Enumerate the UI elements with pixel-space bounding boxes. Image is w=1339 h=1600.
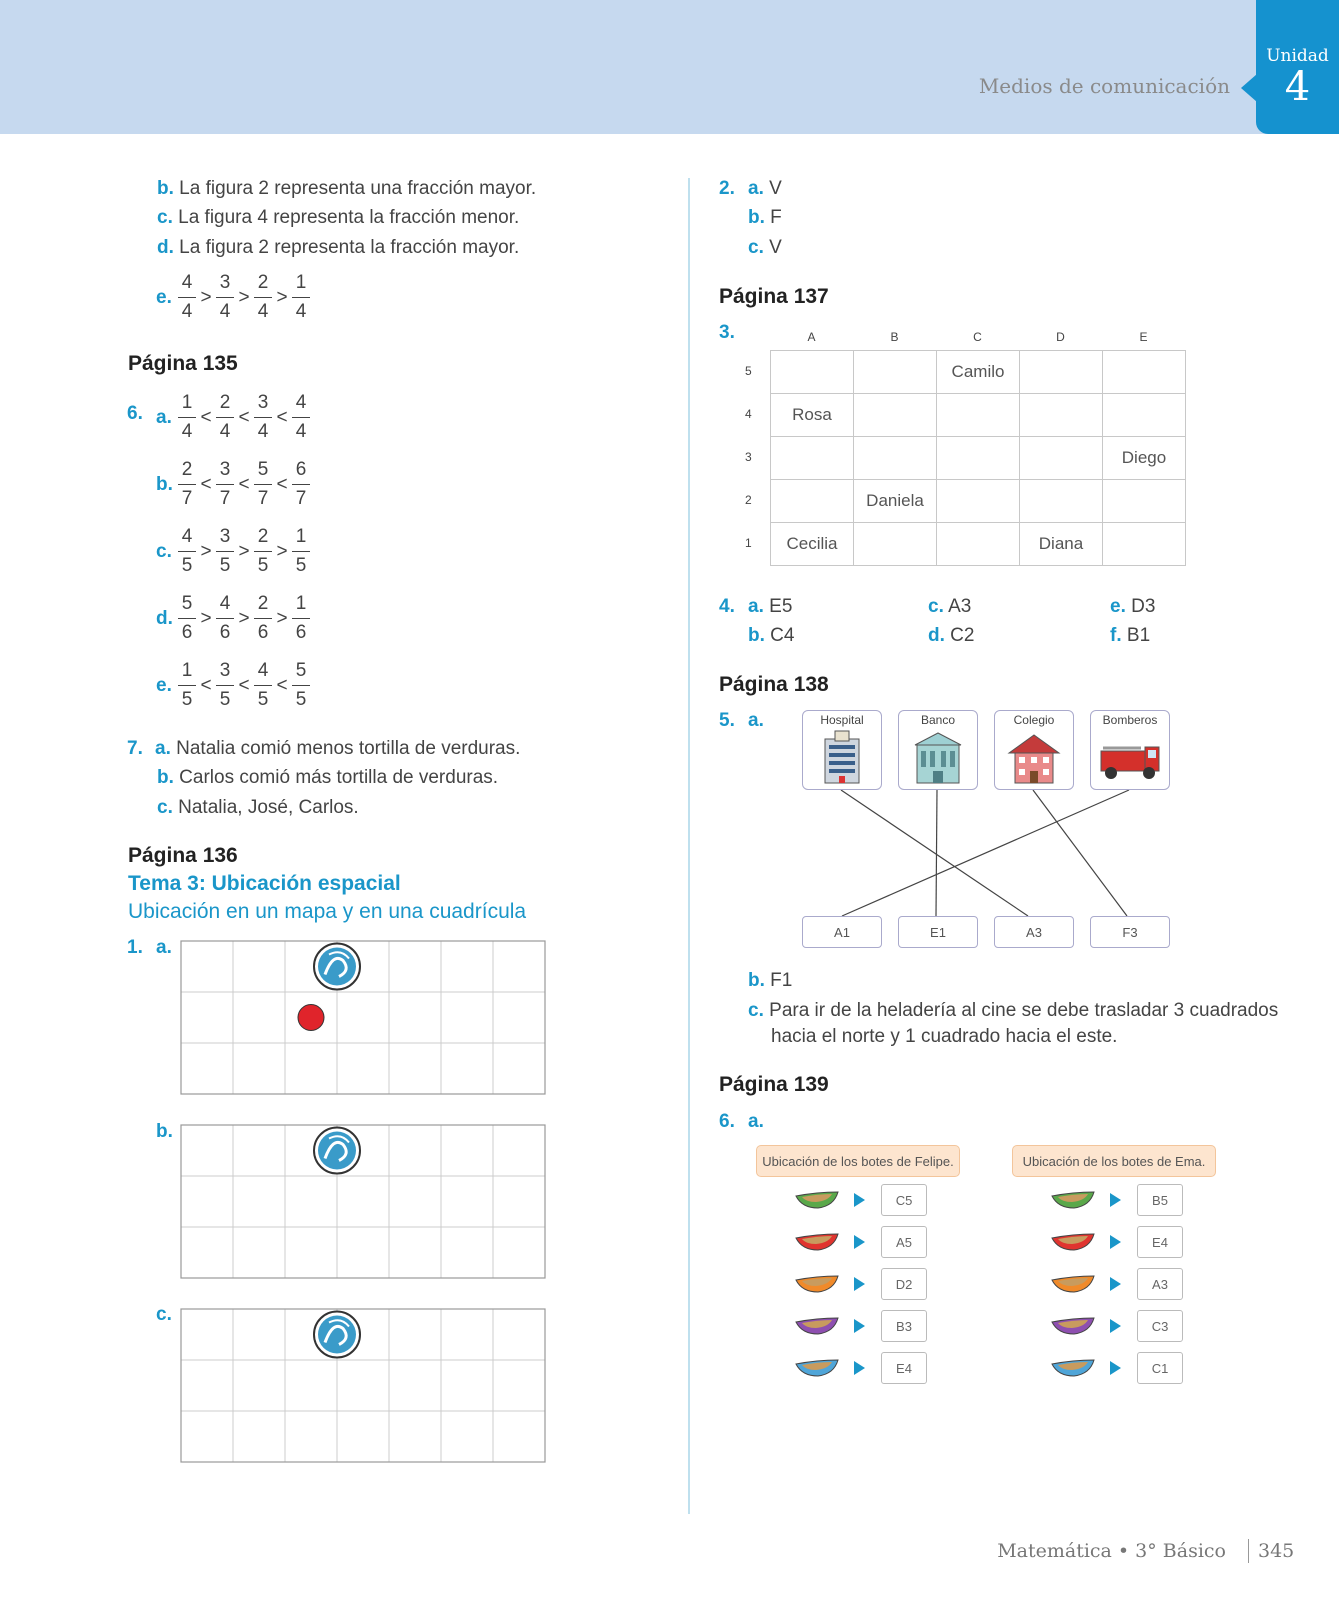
boat-code-box: E4 [881, 1352, 927, 1384]
grid-row [771, 351, 1186, 394]
comparison-sign: < [238, 473, 250, 495]
grid-border [181, 1309, 545, 1462]
fraction [254, 272, 272, 323]
footer-separator [1248, 1539, 1249, 1563]
grid-row [771, 437, 1186, 480]
numerator: 4 [181, 526, 193, 547]
fraction [216, 660, 234, 711]
answer-6a [156, 392, 310, 443]
code-box: E1 [898, 916, 978, 948]
grid-cell [1020, 394, 1103, 437]
boat-icon [794, 1188, 840, 1212]
denominator: 5 [295, 689, 307, 710]
boat-row [794, 1221, 927, 1263]
boat-code-box: B3 [881, 1310, 927, 1342]
name-grid [745, 330, 1186, 566]
boat-code-box: E4 [1137, 1226, 1183, 1258]
grid-a-letter: a. [156, 937, 172, 958]
boat-code-box: C5 [881, 1184, 927, 1216]
boat-row [1050, 1305, 1183, 1347]
fraction-bar [216, 551, 234, 552]
boat-row [1050, 1347, 1183, 1389]
question-1-number: 1. [127, 937, 143, 958]
answer-4b: b. C4 [748, 625, 795, 646]
answer-7a: a. Natalia comió menos tortilla de verduras. [155, 738, 521, 759]
comparison-sign: < [200, 406, 212, 428]
denominator: 5 [219, 555, 231, 576]
numerator: 4 [219, 593, 231, 614]
question-3-number: 3. [719, 322, 735, 343]
fraction-bar [292, 618, 310, 619]
comparison-sign: < [276, 406, 288, 428]
denominator: 6 [295, 622, 307, 643]
fraction [292, 660, 310, 711]
code-box: A1 [802, 916, 882, 948]
denominator: 7 [219, 488, 231, 509]
numerator: 4 [181, 272, 193, 293]
grid-cell: Daniela [854, 480, 937, 523]
fraction [254, 660, 272, 711]
boat-row [1050, 1221, 1183, 1263]
boat-code-box: C3 [1137, 1310, 1183, 1342]
numerator: 6 [295, 459, 307, 480]
fraction [254, 593, 272, 644]
denominator: 5 [181, 689, 193, 710]
grid-cell [1020, 437, 1103, 480]
numerator: 1 [295, 272, 307, 293]
school-label: Colegio [1013, 713, 1055, 727]
denominator: 5 [257, 555, 269, 576]
item-letter: d. [156, 607, 173, 629]
answer-5c-line2: hacia el norte y 1 cuadrado hacia el este. [771, 1026, 1118, 1047]
boat-code-box: A3 [1137, 1268, 1183, 1300]
boat-icon [794, 1230, 840, 1254]
fraction-bar [292, 685, 310, 686]
numerator: 5 [295, 660, 307, 681]
answer-6e [156, 660, 310, 711]
grid-col-label: C [973, 330, 982, 344]
fraction-bar [178, 685, 196, 686]
grid-col-label: A [807, 330, 816, 344]
comparison-sign: > [276, 540, 288, 562]
grid-row [771, 523, 1186, 566]
fraction [292, 593, 310, 644]
fraction [216, 272, 234, 323]
boat-icon [1050, 1272, 1096, 1296]
fraction [178, 459, 196, 510]
boat-row [794, 1263, 927, 1305]
page-138-heading: Página 138 [719, 673, 829, 696]
denominator: 5 [295, 555, 307, 576]
answer-6d [156, 593, 310, 644]
fraction-bar [254, 297, 272, 298]
answer-4f: f. B1 [1110, 625, 1151, 646]
denominator: 4 [257, 421, 269, 442]
question-4-number: 4. [719, 596, 735, 617]
fraction [292, 526, 310, 577]
grid-col-label: B [890, 330, 899, 344]
ema-boats-list [1050, 1179, 1183, 1389]
question-2-number: 2. [719, 178, 735, 199]
grid-cell [771, 480, 854, 523]
section-title: Medios de comunicación [978, 74, 1230, 98]
fraction-bar [178, 551, 196, 552]
grid-cell: Cecilia [771, 523, 854, 566]
fraction [216, 593, 234, 644]
name-grid-table [770, 350, 1186, 566]
header-band [0, 0, 1339, 134]
fraction-bar [292, 297, 310, 298]
answer-2a: a. V [748, 178, 782, 199]
comparison-sign: > [238, 607, 250, 629]
boat-icon [1050, 1230, 1096, 1254]
denominator: 6 [219, 622, 231, 643]
question-6-number: 6. [127, 403, 143, 424]
numerator: 3 [219, 526, 231, 547]
grid-cell [1020, 351, 1103, 394]
hospital-label: Hospital [820, 713, 864, 727]
boat-code-box: B5 [1137, 1184, 1183, 1216]
grid-cell: Camilo [937, 351, 1020, 394]
fraction [292, 459, 310, 510]
answer-5e [156, 272, 310, 323]
footer-page-number: 345 [1258, 1540, 1295, 1562]
grid-b-letter: b. [156, 1121, 173, 1142]
numerator: 5 [181, 593, 193, 614]
grid-row-label: 3 [745, 450, 752, 464]
fire-truck-icon [1097, 739, 1163, 783]
item-letter: c. [156, 540, 172, 562]
answer-5c: c. Para ir de la heladería al cine se debe trasladar 3 cuadrados [748, 1000, 1279, 1021]
answer-7c: c. Natalia, José, Carlos. [157, 797, 359, 818]
item-letter: e. [156, 674, 172, 696]
denominator: 7 [181, 488, 193, 509]
school-icon [1007, 729, 1061, 785]
numerator: 3 [219, 660, 231, 681]
numerator: 2 [257, 526, 269, 547]
boat-icon [794, 1356, 840, 1380]
comparison-sign: < [276, 473, 288, 495]
answer-4c: c. A3 [928, 596, 972, 617]
denominator: 5 [257, 689, 269, 710]
grid-cell [771, 437, 854, 480]
answer-6c [156, 526, 310, 577]
comparison-sign: < [238, 674, 250, 696]
comparison-sign: < [276, 674, 288, 696]
denominator: 7 [257, 488, 269, 509]
comparison-sign: > [200, 607, 212, 629]
page-139-heading: Página 139 [719, 1073, 829, 1096]
numerator: 5 [257, 459, 269, 480]
fraction [216, 392, 234, 443]
numerator: 2 [257, 593, 269, 614]
numerator: 2 [257, 272, 269, 293]
bank-card [898, 710, 978, 790]
denominator: 5 [181, 555, 193, 576]
answer-4d: d. C2 [928, 625, 975, 646]
grid-cell [937, 437, 1020, 480]
denominator: 4 [219, 301, 231, 322]
numerator: 2 [181, 459, 193, 480]
fraction-bar [178, 618, 196, 619]
page-135-heading: Página 135 [128, 352, 238, 375]
answer-2b: b. F [748, 207, 782, 228]
grid-cell: Diego [1103, 437, 1186, 480]
answer-5b: b. F1 [748, 970, 793, 991]
fraction-bar [254, 685, 272, 686]
location-grid-a [180, 940, 548, 1100]
numerator: 4 [257, 660, 269, 681]
boat-code-box: D2 [881, 1268, 927, 1300]
firestation-label: Bomberos [1102, 713, 1158, 727]
grid-border [181, 941, 545, 1094]
answer-5c: c. La figura 4 representa la fracción menor. [157, 207, 520, 228]
boat-row [794, 1305, 927, 1347]
boat-row [1050, 1263, 1183, 1305]
fraction [178, 272, 196, 323]
arrow-right-icon [854, 1319, 865, 1333]
school-card [994, 710, 1074, 790]
denominator: 4 [181, 301, 193, 322]
boat-icon [1050, 1188, 1096, 1212]
numerator: 3 [257, 392, 269, 413]
numerator: 2 [219, 392, 231, 413]
answer-4a: a. E5 [748, 596, 793, 617]
code-box: F3 [1090, 916, 1170, 948]
firestation-card [1090, 710, 1170, 790]
boat-row [794, 1179, 927, 1221]
grid-cell [771, 351, 854, 394]
boat-icon [794, 1314, 840, 1338]
comparison-sign: > [276, 607, 288, 629]
bank-label: Banco [920, 713, 956, 727]
fraction-bar [254, 551, 272, 552]
comparison-sign: < [200, 674, 212, 696]
comparison-sign: > [200, 286, 212, 308]
arrow-right-icon [854, 1235, 865, 1249]
numerator: 3 [219, 272, 231, 293]
numerator: 1 [181, 392, 193, 413]
denominator: 7 [295, 488, 307, 509]
fraction [292, 272, 310, 323]
denominator: 6 [257, 622, 269, 643]
answer-5b: b. La figura 2 representa una fracción mayor. [157, 178, 537, 199]
question-5-number: 5. [719, 710, 735, 731]
fraction [216, 526, 234, 577]
answer-6a-letter: a. [748, 1111, 764, 1132]
bank-icon [911, 729, 965, 785]
denominator: 4 [219, 421, 231, 442]
question-7-number: 7. [127, 738, 143, 759]
fraction-bar [254, 618, 272, 619]
answer-5d: d. La figura 2 representa la fracción mayor. [157, 237, 520, 258]
page-136-heading: Página 136 [128, 844, 238, 867]
answer-2c: c. V [748, 237, 782, 258]
code-box: A3 [994, 916, 1074, 948]
answer-5a-letter: a. [748, 710, 764, 731]
item-letter: a. [156, 406, 172, 428]
comparison-sign: < [238, 406, 250, 428]
fraction-bar [254, 484, 272, 485]
fraction-bar [292, 417, 310, 418]
denominator: 4 [295, 421, 307, 442]
grid-cell [854, 437, 937, 480]
fraction-bar [216, 618, 234, 619]
numerator: 3 [219, 459, 231, 480]
fraction-bar [254, 417, 272, 418]
grid-cell [1103, 480, 1186, 523]
boat-icon [1050, 1314, 1096, 1338]
location-grid-b [180, 1124, 548, 1284]
boat-code-box: A5 [881, 1226, 927, 1258]
comparison-sign: > [200, 540, 212, 562]
fraction [254, 392, 272, 443]
denominator: 4 [295, 301, 307, 322]
arrow-right-icon [1110, 1235, 1121, 1249]
arrow-right-icon [1110, 1193, 1121, 1207]
grid-row [771, 394, 1186, 437]
boat-icon [1050, 1356, 1096, 1380]
answer-4e: e. D3 [1110, 596, 1156, 617]
grid-cell [1020, 480, 1103, 523]
grid-row-label: 5 [745, 364, 752, 378]
fraction [292, 392, 310, 443]
felipe-boats-title: Ubicación de los botes de Felipe. [756, 1145, 960, 1177]
numerator: 4 [295, 392, 307, 413]
denominator: 6 [181, 622, 193, 643]
grid-cell [1103, 394, 1186, 437]
arrow-right-icon [1110, 1277, 1121, 1291]
matching-diagram [800, 710, 1180, 950]
grid-cell [854, 351, 937, 394]
fraction-bar [292, 551, 310, 552]
location-dot [298, 1005, 324, 1031]
numerator: 1 [295, 526, 307, 547]
boat-row [1050, 1179, 1183, 1221]
arrow-right-icon [1110, 1319, 1121, 1333]
denominator: 4 [257, 301, 269, 322]
fraction-bar [178, 297, 196, 298]
fraction [178, 660, 196, 711]
fraction-bar [216, 297, 234, 298]
fraction-bar [216, 417, 234, 418]
fraction [178, 392, 196, 443]
grid-row-labels [745, 350, 770, 566]
grid-cell [854, 523, 937, 566]
grid-cell [937, 480, 1020, 523]
unit-tab-arrow [1241, 74, 1257, 102]
page-137-heading: Página 137 [719, 285, 829, 308]
fraction-bar [216, 685, 234, 686]
grid-row-label: 4 [745, 407, 752, 421]
felipe-boats-list [794, 1179, 927, 1389]
fraction-bar [216, 484, 234, 485]
denominator: 5 [219, 689, 231, 710]
fraction [216, 459, 234, 510]
grid-row [771, 480, 1186, 523]
comparison-sign: > [276, 286, 288, 308]
comparison-sign: > [238, 286, 250, 308]
numerator: 1 [295, 593, 307, 614]
fraction [254, 526, 272, 577]
fraction [178, 526, 196, 577]
hospital-card [802, 710, 882, 790]
grid-col-label: D [1056, 330, 1065, 344]
grid-cell [937, 394, 1020, 437]
column-divider [688, 178, 690, 1514]
grid-cell [854, 394, 937, 437]
boat-icon [794, 1272, 840, 1296]
arrow-right-icon [854, 1277, 865, 1291]
subtema-heading: Ubicación en un mapa y en una cuadrícula [128, 900, 527, 923]
ema-boats-title: Ubicación de los botes de Ema. [1012, 1145, 1216, 1177]
denominator: 4 [181, 421, 193, 442]
unit-number: 4 [1284, 64, 1311, 110]
arrow-right-icon [854, 1361, 865, 1375]
grid-col-label: E [1139, 330, 1148, 344]
location-grid-c [180, 1308, 548, 1468]
arrow-right-icon [854, 1193, 865, 1207]
item-letter: e. [156, 286, 172, 308]
answer-7b: b. Carlos comió más tortilla de verduras. [157, 767, 499, 788]
grid-cell: Rosa [771, 394, 854, 437]
boat-code-box: C1 [1137, 1352, 1183, 1384]
item-letter: b. [156, 473, 173, 495]
grid-cell [1103, 523, 1186, 566]
boat-row [794, 1347, 927, 1389]
unit-label: Unidad [1266, 46, 1329, 66]
fraction-bar [178, 417, 196, 418]
footer-book-title: Matemática • 3° Básico [997, 1540, 1226, 1562]
numerator: 1 [181, 660, 193, 681]
grid-cell [937, 523, 1020, 566]
fraction [254, 459, 272, 510]
fraction-bar [292, 484, 310, 485]
answer-6b [156, 459, 310, 510]
arrow-right-icon [1110, 1361, 1121, 1375]
fraction [178, 593, 196, 644]
fraction-bar [178, 484, 196, 485]
comparison-sign: > [238, 540, 250, 562]
grid-border [181, 1125, 545, 1278]
grid-row-label: 2 [745, 493, 752, 507]
grid-c-letter: c. [156, 1304, 172, 1325]
hospital-icon [817, 729, 867, 785]
comparison-sign: < [200, 473, 212, 495]
grid-row-label: 1 [745, 536, 752, 550]
question-6-number-right: 6. [719, 1111, 735, 1132]
grid-cell [1103, 351, 1186, 394]
tema-heading: Tema 3: Ubicación espacial [128, 872, 401, 895]
grid-cell: Diana [1020, 523, 1103, 566]
